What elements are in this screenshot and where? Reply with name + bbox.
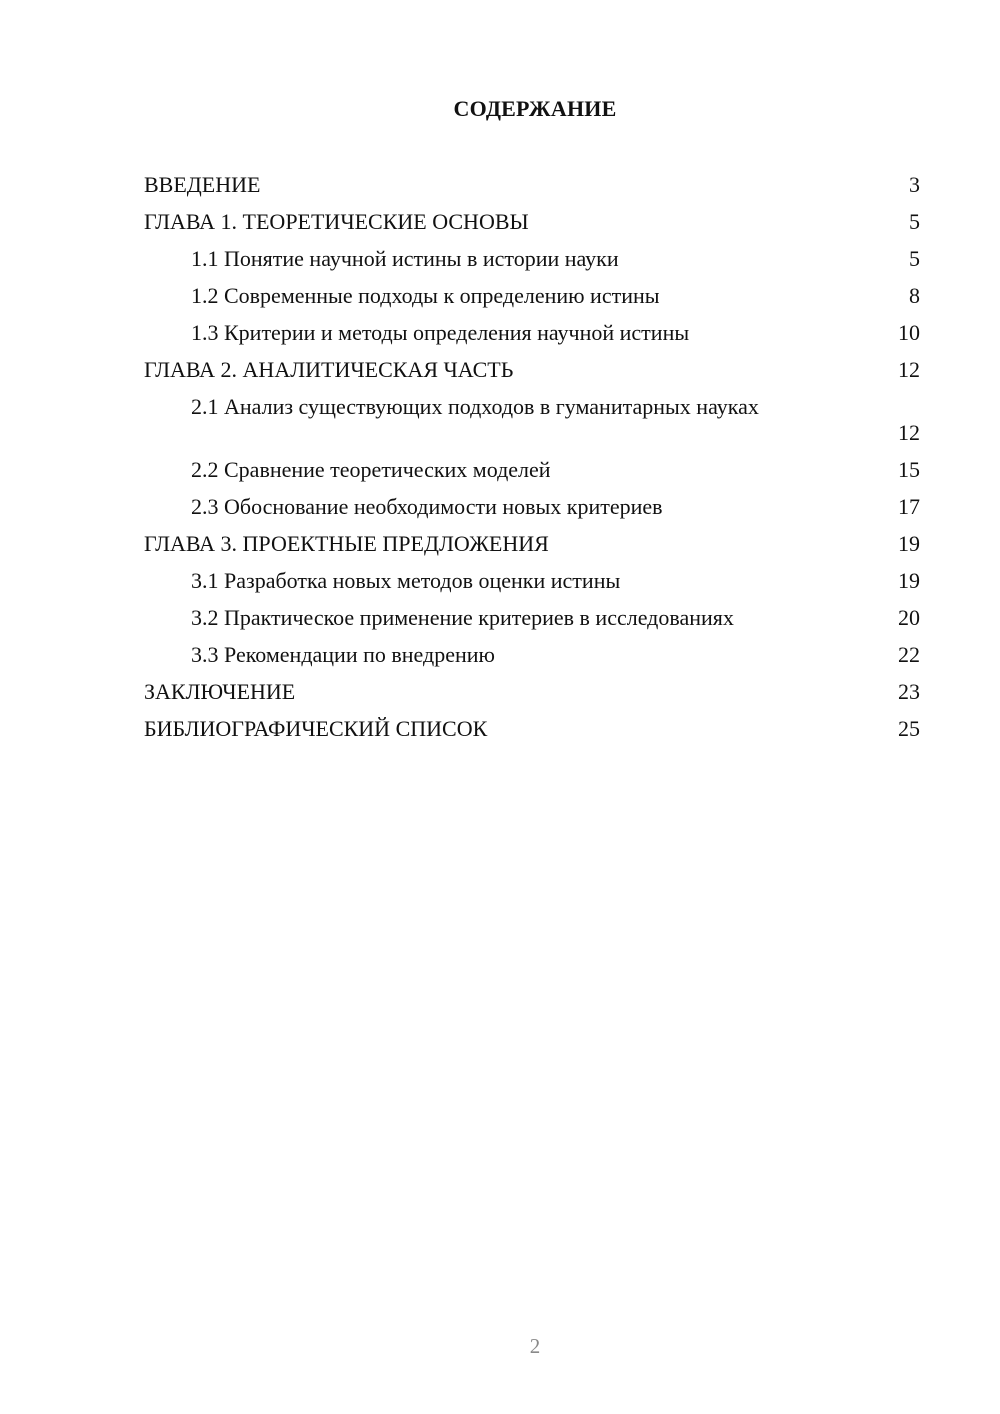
toc-entry-section-3-2[interactable] <box>144 601 920 638</box>
toc-entry-section-3-3[interactable] <box>144 638 920 675</box>
toc-entry-section-1-2[interactable] <box>144 279 920 316</box>
toc-entry-title: 1.3 Критерии и методы определения научной истины <box>191 320 690 345</box>
toc-entry-section-1-3[interactable] <box>144 316 920 353</box>
toc-entry-section-1-1[interactable] <box>144 242 920 279</box>
toc-entry-title: 2.2 Сравнение теоретических моделей <box>191 457 551 482</box>
toc-entry-page: 12 <box>898 357 920 382</box>
toc-entry-chapter-2[interactable] <box>144 353 920 390</box>
toc-entry-title: ГЛАВА 1. ТЕОРЕТИЧЕСКИЕ ОСНОВЫ <box>144 209 529 234</box>
page-number: 2 <box>529 1334 541 1358</box>
toc-entry-page: 8 <box>909 283 920 308</box>
toc-entry-title: ЗАКЛЮЧЕНИЕ <box>144 679 296 704</box>
toc-entry-title: 3.2 Практическое применение критериев в исследованиях <box>191 605 734 630</box>
toc-entry-title: 2.3 Обоснование необходимости новых критериев <box>191 494 663 519</box>
toc-entry-page: 15 <box>898 457 920 482</box>
toc-entry-chapter-3[interactable] <box>144 527 920 564</box>
page-title: СОДЕРЖАНИЕ <box>453 96 617 121</box>
toc-entry-page: 10 <box>898 320 920 345</box>
toc-entry-title: ГЛАВА 3. ПРОЕКТНЫЕ ПРЕДЛОЖЕНИЯ <box>144 531 549 556</box>
toc-entry-page: 12 <box>898 420 920 445</box>
toc-entry-section-2-1[interactable] <box>144 390 920 453</box>
toc-entry-page: 5 <box>909 246 920 271</box>
toc-entry-title: 3.3 Рекомендации по внедрению <box>191 642 495 667</box>
toc-entry-page: 25 <box>898 716 920 741</box>
table-of-contents <box>144 168 920 749</box>
toc-entry-section-2-3[interactable] <box>144 490 920 527</box>
toc-entry-page: 17 <box>898 494 920 519</box>
toc-entry-introduction[interactable] <box>144 168 920 205</box>
toc-entry-bibliography[interactable] <box>144 712 920 749</box>
toc-entry-page: 22 <box>898 642 920 667</box>
toc-entry-page: 3 <box>909 172 920 197</box>
toc-entry-page: 20 <box>898 605 920 630</box>
toc-entry-conclusion[interactable] <box>144 675 920 712</box>
toc-entry-page: 23 <box>898 679 920 704</box>
toc-entry-page: 19 <box>898 568 920 593</box>
toc-entry-page: 5 <box>909 209 920 234</box>
toc-entry-chapter-1[interactable] <box>144 205 920 242</box>
toc-entry-title: 1.1 Понятие научной истины в истории науки <box>191 246 619 271</box>
toc-entry-section-3-1[interactable] <box>144 564 920 601</box>
toc-entry-page: 19 <box>898 531 920 556</box>
toc-entry-title: ГЛАВА 2. АНАЛИТИЧЕСКАЯ ЧАСТЬ <box>144 357 514 382</box>
toc-entry-section-2-2[interactable] <box>144 453 920 490</box>
toc-entry-title: 2.1 Анализ существующих подходов в гуманитарных науках <box>191 394 759 419</box>
toc-entry-title: 1.2 Современные подходы к определению истины <box>191 283 660 308</box>
toc-entry-title: 3.1 Разработка новых методов оценки истины <box>191 568 621 593</box>
toc-entry-title: ВВЕДЕНИЕ <box>144 172 261 197</box>
toc-entry-title: БИБЛИОГРАФИЧЕСКИЙ СПИСОК <box>144 716 488 741</box>
